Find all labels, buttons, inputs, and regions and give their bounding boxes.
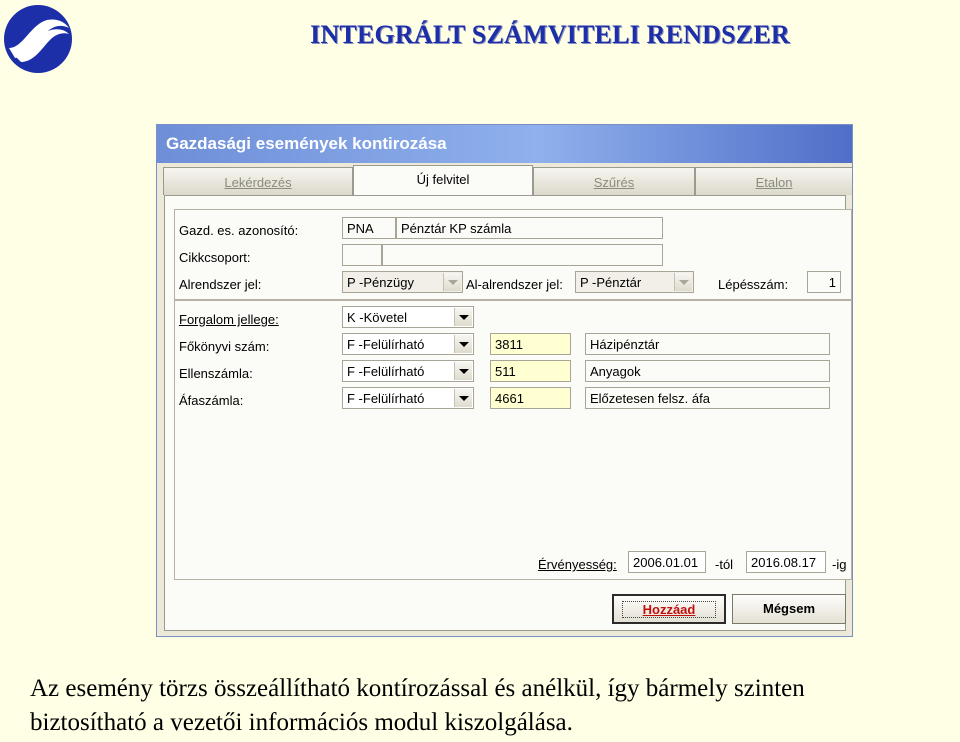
header-panel: [174, 209, 852, 300]
from-suffix: -tól: [715, 557, 734, 572]
gazd-id-code-field[interactable]: PNA: [342, 217, 396, 239]
slide-caption: [30, 672, 960, 740]
afaszamla-mode-value: F -Felülírható: [347, 391, 425, 406]
valid-to-field[interactable]: 2016.08.17: [746, 551, 826, 573]
tab-page-uj-felvitel: [164, 195, 846, 631]
add-button[interactable]: [612, 594, 726, 624]
chevron-down-icon: [443, 273, 461, 291]
chevron-down-icon: [454, 362, 472, 380]
forgalom-label: Forgalom jellege:: [179, 312, 279, 327]
gazd-id-name-field: Pénztár KP számla: [396, 217, 663, 239]
ellenszamla-label: Ellenszámla:: [179, 366, 253, 381]
al-alrendszer-label: Al-alrendszer jel:: [466, 277, 563, 292]
cikkcsoport-code-field[interactable]: [342, 244, 382, 266]
fokonyvi-mode-select[interactable]: [342, 333, 474, 355]
lepesszam-label: Lépésszám:: [718, 277, 789, 292]
chevron-down-icon: [454, 389, 472, 407]
add-button-label: Hozzáad: [623, 602, 716, 617]
fokonyvi-number-field[interactable]: 3811: [490, 333, 571, 355]
fokonyvi-label: Főkönyvi szám:: [179, 339, 270, 354]
ervenyesseg-label: Érvényesség:: [538, 557, 617, 572]
ellenszamla-number-field[interactable]: 511: [490, 360, 571, 382]
fokonyvi-mode-value: F -Felülírható: [347, 337, 425, 352]
afaszamla-name-field: Előzetesen felsz. áfa: [585, 387, 830, 409]
ellenszamla-mode-value: F -Felülírható: [347, 364, 425, 379]
tab-lekerdezes[interactable]: Lekérdezés: [163, 167, 353, 195]
tab-etalon[interactable]: Etalon: [695, 167, 853, 195]
al-alrendszer-value: P -Pénztár: [580, 275, 642, 290]
ellenszamla-mode-select[interactable]: [342, 360, 474, 382]
tab-szures[interactable]: Szűrés: [533, 167, 695, 195]
to-suffix: -ig: [832, 557, 847, 572]
cikkcsoport-name-field: [382, 244, 663, 266]
afaszamla-label: Áfaszámla:: [179, 393, 244, 408]
afaszamla-number-field[interactable]: 4661: [490, 387, 571, 409]
lepesszam-field[interactable]: 1: [807, 271, 841, 293]
cancel-button[interactable]: [732, 594, 846, 624]
chevron-down-icon: [454, 308, 472, 326]
fokonyvi-name-field: Házipénztár: [585, 333, 830, 355]
app-window: [156, 124, 853, 637]
al-alrendszer-select[interactable]: [575, 271, 694, 293]
forgalom-value: K -Követel: [347, 310, 407, 325]
slide-title: INTEGRÁLT SZÁMVITELI RENDSZER: [310, 20, 790, 49]
caption-line-1: Az esemény törzs összeállítható kontírozással és anélkül, így bármely szinten: [30, 675, 805, 702]
account-panel: [174, 300, 852, 580]
valid-from-field[interactable]: 2006.01.01: [628, 551, 706, 573]
tab-uj-felvitel[interactable]: Új felvitel: [353, 165, 533, 196]
caption-line-2: biztosítható a vezetői információs modul kiszolgálása.: [30, 709, 573, 736]
alrendszer-value: P -Pénzügy: [347, 275, 414, 290]
cikkcsoport-label: Cikkcsoport:: [179, 250, 251, 265]
chevron-down-icon: [454, 335, 472, 353]
alrendszer-label: Alrendszer jel:: [179, 277, 262, 292]
ellenszamla-name-field: Anyagok: [585, 360, 830, 382]
afaszamla-mode-select[interactable]: [342, 387, 474, 409]
gazd-id-label: Gazd. es. azonosító:: [179, 223, 299, 238]
window-title: Gazdasági események kontirozása: [157, 125, 852, 163]
cancel-button-label: Mégsem: [762, 601, 816, 616]
chevron-down-icon: [674, 273, 692, 291]
forgalom-select[interactable]: [342, 306, 474, 328]
alrendszer-select[interactable]: [342, 271, 463, 293]
company-logo: [3, 4, 73, 74]
